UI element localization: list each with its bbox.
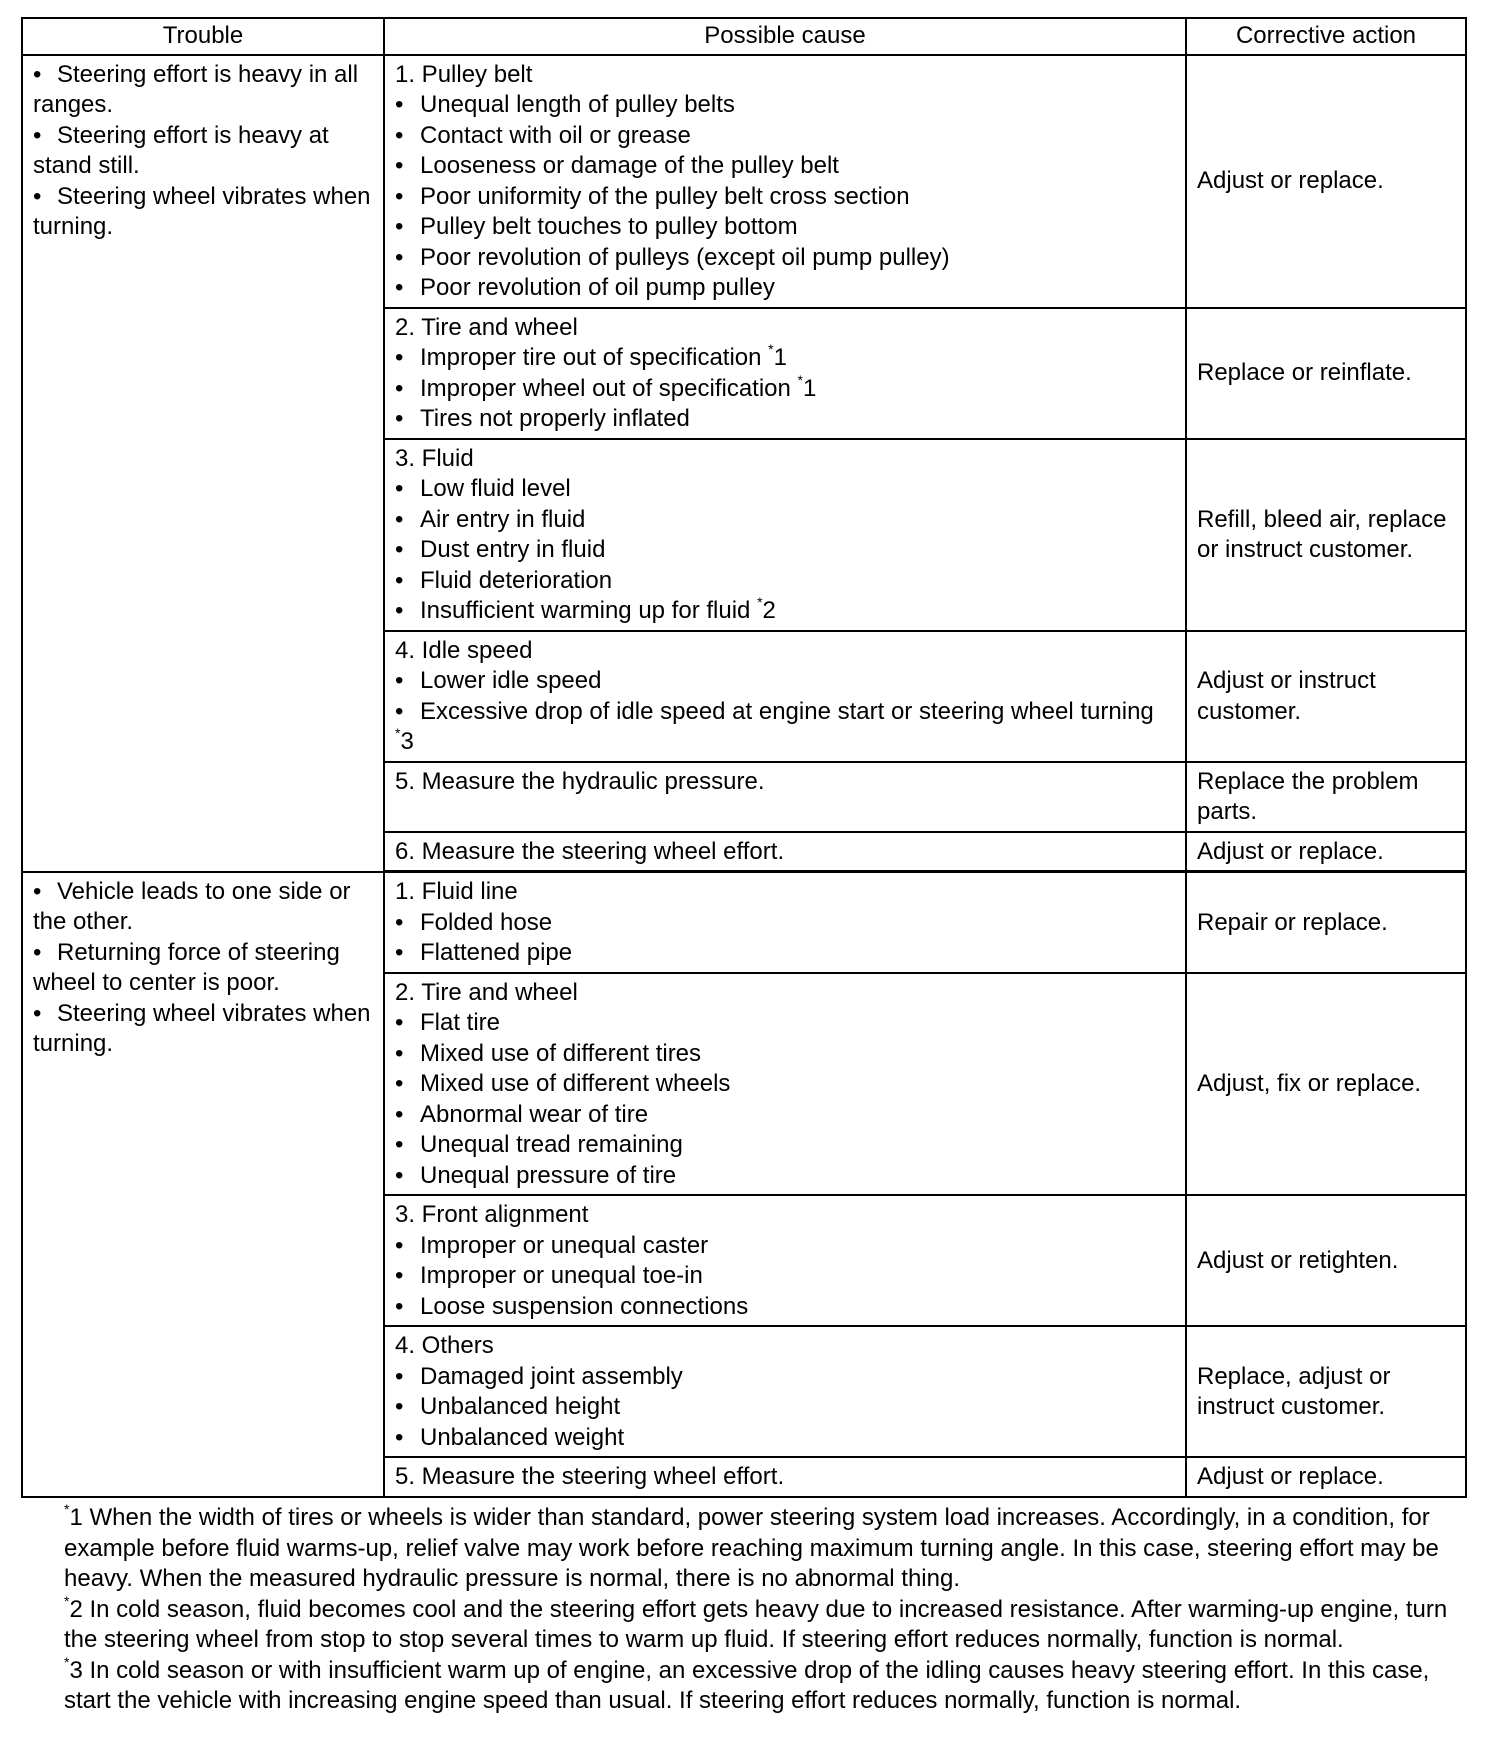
footnote-text: When the width of tires or wheels is wider than standard, power steering system load increases. Accordingly, in a condition, for example before fluid warms-up, relief valve may work before reaching maximum turning angle. In this case, steering effort may be heavy. When the measured hydraulic pressure is normal, there is no abnormal thing.	[64, 1504, 1439, 1592]
cause-item: • Improper tire out of specification *1	[395, 343, 1175, 374]
footnote-text: In cold season or with insufficient warm up of engine, an excessive drop of the idling causes heavy steering effort. In this case, start the vehicle with increasing engine speed than usual. If steering effort reduces normally, function is normal.	[64, 1656, 1430, 1714]
cause-cell	[384, 973, 1186, 1196]
cause-cell	[384, 1326, 1186, 1457]
footnote-ref: 2	[762, 597, 776, 624]
cause-item: • Fluid deterioration	[395, 566, 1175, 597]
cause-cell	[384, 762, 1186, 832]
trouble-cell	[22, 55, 384, 872]
cause-title: 3. Fluid	[395, 444, 474, 472]
cause-item: • Unequal length of pulley belts	[395, 90, 1175, 121]
cause-item: • Mixed use of different wheels	[395, 1069, 1175, 1100]
footnote-ref: 3	[400, 728, 414, 755]
table-row	[22, 872, 1466, 973]
cause-cell	[384, 439, 1186, 631]
action-cell: Adjust or replace.	[1186, 55, 1466, 308]
cause-cell	[384, 631, 1186, 762]
cause-cell	[384, 1195, 1186, 1326]
action-cell: Refill, bleed air, replace or instruct customer.	[1186, 439, 1466, 631]
cause-item: • Looseness or damage of the pulley belt	[395, 151, 1175, 182]
cause-item: • Damaged joint assembly	[395, 1362, 1175, 1393]
action-cell: Adjust or replace.	[1186, 832, 1466, 872]
cause-item: • Unequal pressure of tire	[395, 1161, 1175, 1192]
cause-item: • Unbalanced height	[395, 1392, 1175, 1423]
cause-item: • Improper wheel out of specification *1	[395, 374, 1175, 405]
trouble-item: • Steering wheel vibrates when turning.	[33, 999, 373, 1060]
cause-title: 5. Measure the hydraulic pressure.	[395, 767, 765, 795]
action-cell: Replace or reinflate.	[1186, 308, 1466, 439]
cause-title: 1. Pulley belt	[395, 60, 533, 88]
cause-item: • Contact with oil or grease	[395, 121, 1175, 152]
cause-item: • Poor revolution of oil pump pulley	[395, 273, 1175, 304]
footnote-ref: 1	[69, 1504, 83, 1531]
action-cell: Adjust or retighten.	[1186, 1195, 1466, 1326]
cause-item-footnote	[395, 727, 1175, 758]
cause-item: • Excessive drop of idle speed at engine start or steering wheel turning	[395, 697, 1175, 728]
cause-item: • Lower idle speed	[395, 666, 1175, 697]
footnote-ref: 1	[802, 374, 817, 402]
cause-item: • Unequal tread remaining	[395, 1130, 1175, 1161]
cause-item: • Flat tire	[395, 1008, 1175, 1039]
cause-item: • Poor uniformity of the pulley belt cross section	[395, 182, 1175, 213]
footnote	[64, 1503, 1464, 1595]
cause-title: 3. Front alignment	[395, 1201, 589, 1228]
header-trouble: Trouble	[22, 18, 384, 55]
cause-cell	[384, 872, 1186, 973]
action-cell: Replace the problem parts.	[1186, 762, 1466, 832]
cause-cell	[384, 832, 1186, 872]
table-row	[22, 55, 1466, 308]
action-cell: Adjust, fix or replace.	[1186, 973, 1466, 1196]
footnote-ref: 1	[773, 344, 787, 371]
footnote-mark: *	[64, 1653, 70, 1670]
trouble-item: • Steering effort is heavy in all ranges.	[33, 60, 373, 121]
footnote	[64, 1653, 1464, 1717]
trouble-cell	[22, 872, 384, 1497]
footnote-mark: *	[797, 371, 803, 388]
cause-item: • Improper or unequal caster	[395, 1231, 1175, 1262]
cause-item: • Pulley belt touches to pulley bottom	[395, 212, 1175, 243]
cause-item: • Improper or unequal toe-in	[395, 1261, 1175, 1292]
troubleshooting-table	[21, 17, 1467, 1498]
cause-title: 4. Others	[395, 1332, 494, 1359]
cause-item: • Abnormal wear of tire	[395, 1100, 1175, 1131]
action-cell: Repair or replace.	[1186, 872, 1466, 973]
action-cell: Adjust or instruct customer.	[1186, 631, 1466, 762]
footnote-mark: *	[64, 1501, 70, 1517]
cause-cell	[384, 55, 1186, 308]
cause-title: 2. Tire and wheel	[395, 313, 578, 341]
cause-cell	[384, 308, 1186, 439]
cause-title: 1. Fluid line	[395, 878, 518, 905]
trouble-item: • Returning force of steering wheel to center is poor.	[33, 938, 373, 999]
footnote-ref: 3	[69, 1656, 83, 1684]
action-cell: Replace, adjust or instruct customer.	[1186, 1326, 1466, 1457]
cause-item: • Unbalanced weight	[395, 1423, 1175, 1454]
cause-item: • Folded hose	[395, 908, 1175, 939]
cause-item: • Insufficient warming up for fluid *2	[395, 596, 1175, 627]
header-corrective-action: Corrective action	[1186, 18, 1466, 55]
footnote-mark: *	[395, 725, 401, 741]
cause-item: • Low fluid level	[395, 474, 1175, 505]
cause-item: • Flattened pipe	[395, 938, 1175, 969]
action-cell: Adjust or replace.	[1186, 1457, 1466, 1497]
cause-title: 6. Measure the steering wheel effort.	[395, 837, 785, 865]
table-header-row	[22, 18, 1466, 55]
footnote-mark: *	[768, 341, 774, 357]
cause-title: 5. Measure the steering wheel effort.	[395, 1463, 785, 1490]
footnote-mark: *	[64, 1592, 70, 1609]
cause-item: • Poor revolution of pulleys (except oil pump pulley)	[395, 243, 1175, 274]
footnotes	[64, 1503, 1464, 1717]
cause-item: • Dust entry in fluid	[395, 535, 1175, 566]
cause-item: • Mixed use of different tires	[395, 1039, 1175, 1070]
cause-title: 4. Idle speed	[395, 636, 533, 664]
cause-item: • Loose suspension connections	[395, 1292, 1175, 1323]
cause-cell	[384, 1457, 1186, 1497]
trouble-item: • Steering effort is heavy at stand still.	[33, 121, 373, 182]
cause-item: • Tires not properly inflated	[395, 404, 1175, 435]
header-possible-cause: Possible cause	[384, 18, 1186, 55]
trouble-item: • Vehicle leads to one side or the other.	[33, 877, 373, 938]
footnote-text: In cold season, fluid becomes cool and the steering effort gets heavy due to increased resistance. After warming-up engine, turn the steering wheel from stop to stop several times to warm up fluid. If steering effort reduces normally, function is normal.	[64, 1595, 1448, 1653]
footnote	[64, 1592, 1464, 1656]
footnote-mark: *	[757, 594, 763, 610]
cause-title: 2. Tire and wheel	[395, 978, 578, 1006]
footnote-ref: 2	[69, 1595, 83, 1623]
cause-item: • Air entry in fluid	[395, 505, 1175, 536]
trouble-item: • Steering wheel vibrates when turning.	[33, 182, 373, 243]
